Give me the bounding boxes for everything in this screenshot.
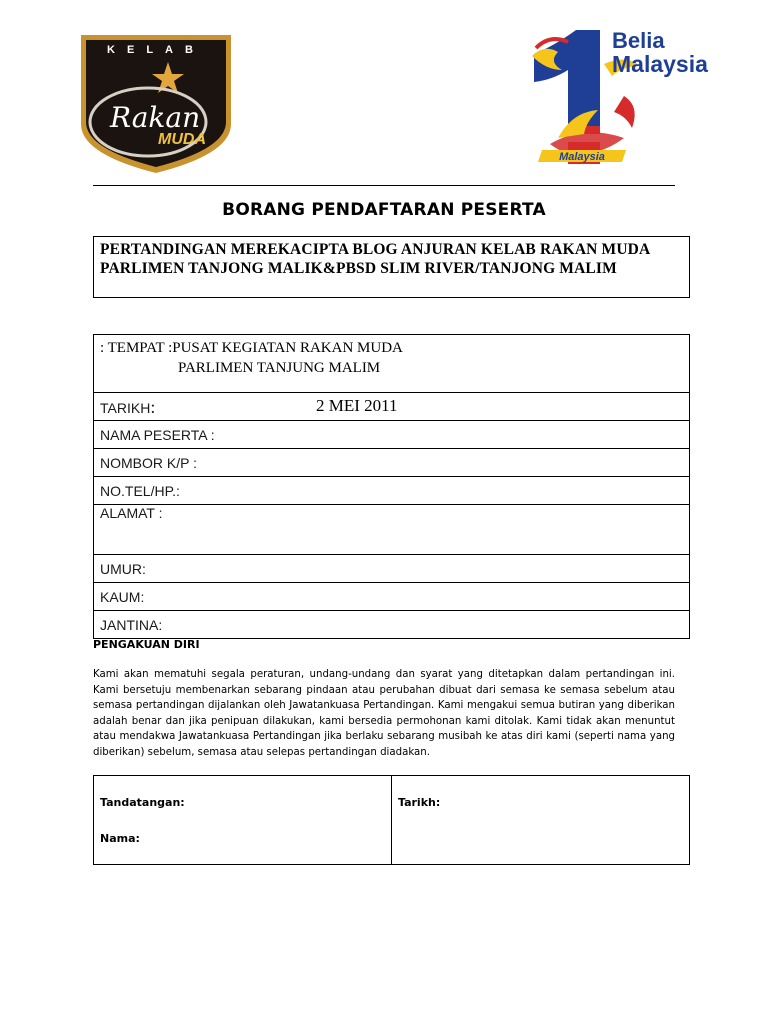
phone-field[interactable] [94,476,689,504]
belia-malaysia-logo [528,26,742,172]
rakan-text: Rakan [110,101,201,134]
address-label: ALAMAT : [100,505,163,521]
phone-label: NO.TEL/HP.: [100,483,180,499]
date-colon: : [150,397,156,417]
signature-name-label: Nama: [100,832,140,845]
venue-row [94,335,689,392]
address-field[interactable] [94,504,689,554]
signature-table [93,775,690,865]
belia-text: Belia [612,28,665,53]
participant-name-label: NAMA PESERTA : [100,427,215,443]
declaration-heading: PENGAKUAN DIRI [93,638,200,651]
header-divider [93,185,675,186]
signature-date-cell[interactable] [392,776,689,864]
kelab-rakan-muda-logo [78,32,234,176]
venue-line-1: : TEMPAT :PUSAT KEGIATAN RAKAN MUDA [100,340,403,356]
signature-cell[interactable] [94,776,392,864]
date-row[interactable] [94,392,689,420]
ic-number-label: NOMBOR K/P : [100,455,197,471]
malaysia-text: Malaysia [612,51,708,77]
race-field[interactable] [94,582,689,610]
participant-name-field[interactable] [94,420,689,448]
form-title: BORANG PENDAFTARAN PESERTA [222,200,546,220]
gender-label: JANTINA: [100,617,163,633]
kelab-text: KELAB [107,44,205,56]
muda-text: MUDA [158,131,206,148]
age-label: UMUR: [100,561,146,577]
competition-title-box: PERTANDINGAN MEREKACIPTA BLOG ANJURAN KELAB RAKAN MUDA PARLIMEN TANJONG MALIK&PBSD SLIM RIVER/TANJONG MALIM [93,236,690,298]
signature-date-label: Tarikh: [398,796,441,809]
race-label: KAUM: [100,589,145,605]
participant-details-table [93,334,690,639]
venue-line-2: PARLIMEN TANJUNG MALIM [178,360,381,376]
gender-field[interactable] [94,610,689,638]
date-value: 2 MEI 2011 [316,396,398,415]
date-label: TARIKH [100,400,151,416]
signature-label: Tandatangan: [100,796,185,809]
age-field[interactable] [94,554,689,582]
ic-number-field[interactable] [94,448,689,476]
belia-banner-text: Malaysia [559,151,605,163]
declaration-text: Kami akan mematuhi segala peraturan, undang-undang dan syarat yang ditetapkan dalam pertandingan ini. Kami bersetuju membenarkan sebarang pindaan atau perubahan dibuat dari semasa ke semasa sebelum atau semasa pertandingan dijalankan oleh Jawatankuasa Pertandingan. Kami mengakui semua butiran yang diberikan adalah benar dan jika penipuan dilakukan, kami bersedia permohonan kami ditolak. Kami tidak akan menuntut atau mendakwa Jawatankuasa Pertandingan jika berlaku sebarang musibah ke atas diri kami (seperti nama yang diberikan) sebelum, semasa atau selepas pertandingan diadakan. [93,669,675,758]
